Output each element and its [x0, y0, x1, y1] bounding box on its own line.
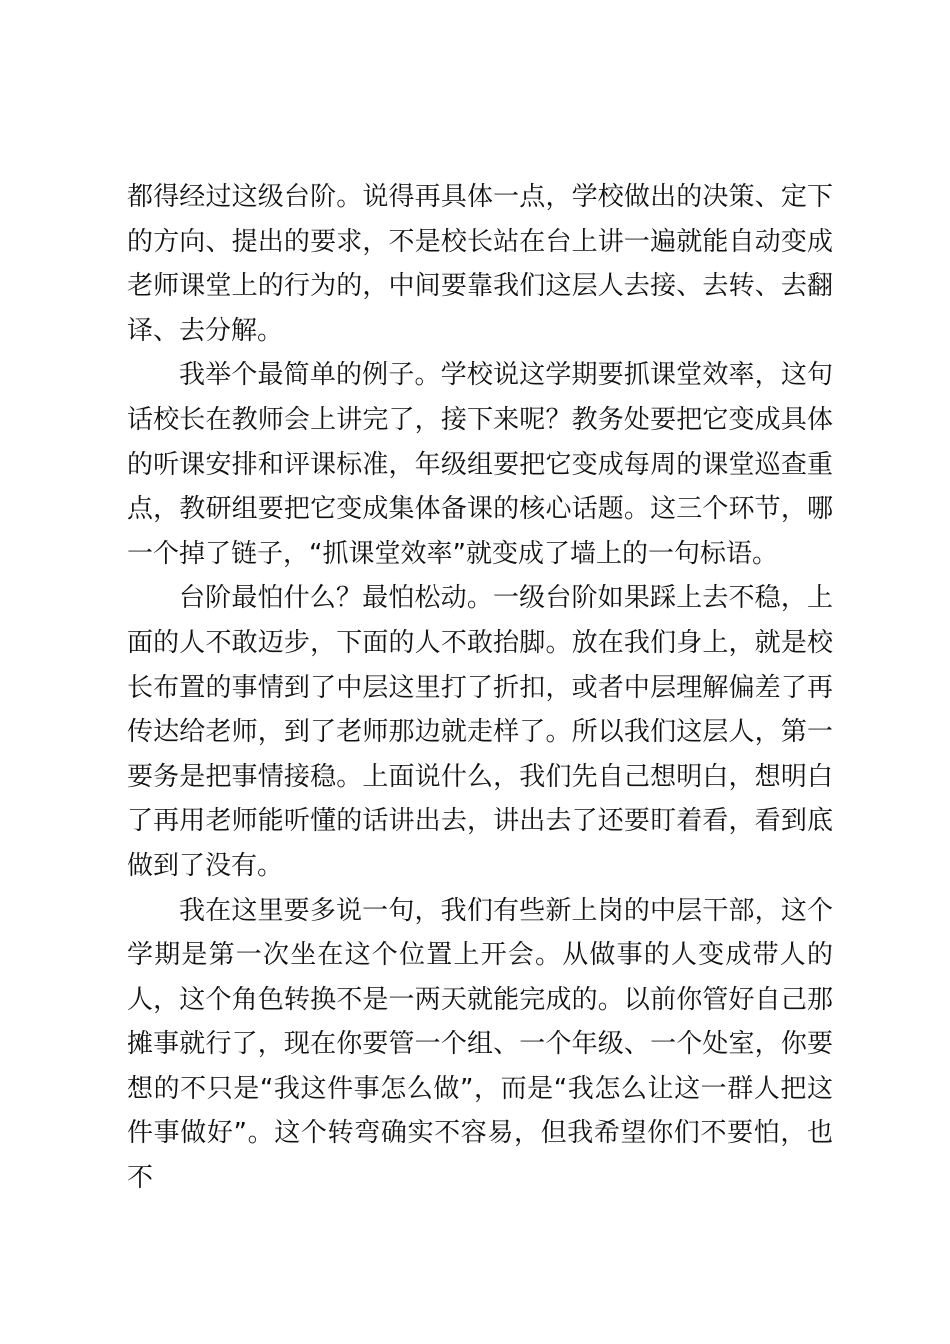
paragraph-4: 我在这里要多说一句，我们有些新上岗的中层干部，这个学期是第一次坐在这个位置上开会。从做事的人变成带人的人，这个角色转换不是一两天就能完成的。以前你管好自己那摊事就行了，现在你要管一个组、一个年级、一个处室，你要想的不只是“我这件事怎么做”，而是“我怎么让这一群人把这件事做好”。这个转弯确实不容易，但我希望你们不要怕，也不 — [127, 895, 833, 1194]
paragraph-3: 台阶最怕什么？最怕松动。一级台阶如果踩上去不稳，上面的人不敢迈步，下面的人不敢抬脚。放在我们身上，就是校长布置的事情到了中层这里打了折扣，或者中层理解偏差了再传达给老师，到了老师那边就走样了。所以我们这层人，第一要务是把事情接稳。上面说什么，我们先自己想明白，想明白了再用老师能听懂的话讲出去，讲出去了还要盯着看，看到底做到了没有。 — [127, 583, 833, 881]
paragraph-2: 我举个最简单的例子。学校说这学期要抓课堂效率，这句话校长在教师会上讲完了，接下来呢？教务处要把它变成具体的听课安排和评课标准，年级组要把它变成每周的课堂巡查重点，教研组要把它变成集体备课的核心话题。这三个环节，哪一个掉了链子，“抓课堂效率”就变成了墙上的一句标语。 — [127, 360, 833, 569]
document-body — [127, 175, 833, 1201]
paragraph-1: 都得经过这级台阶。说得再具体一点，学校做出的决策、定下的方向、提出的要求，不是校长站在台上讲一遍就能自动变成老师课堂上的行为的，中间要靠我们这层人去接、去转、去翻译、去分解。 — [127, 182, 833, 346]
